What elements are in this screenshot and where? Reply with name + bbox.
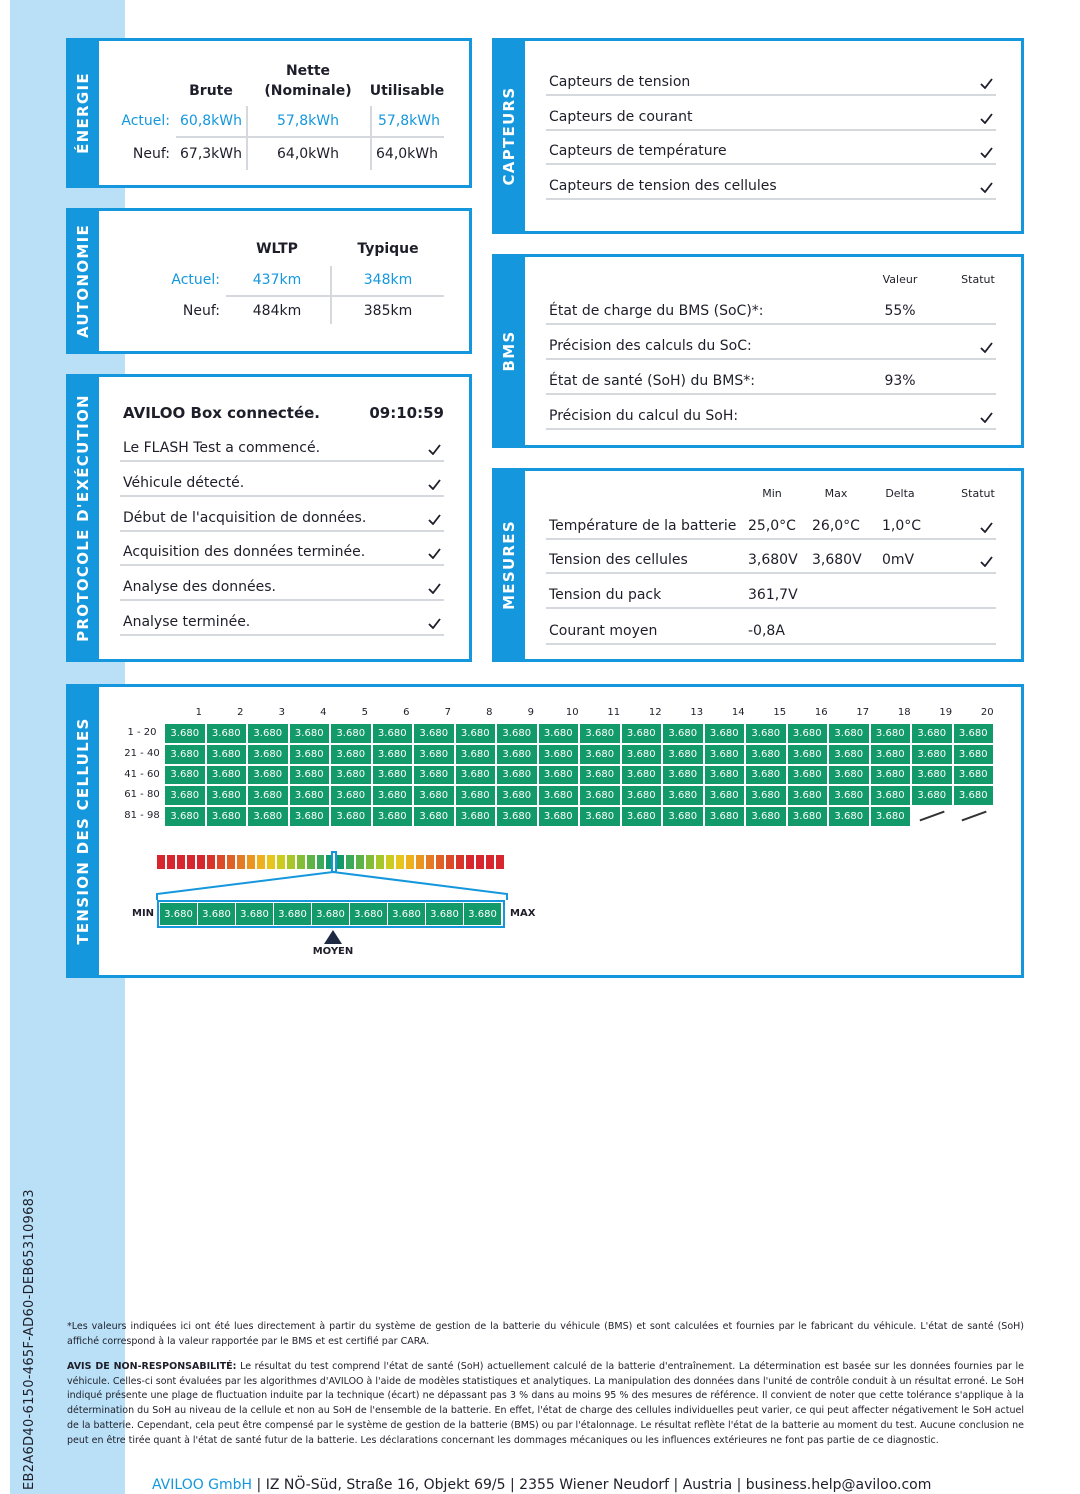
gradient-segment [396, 855, 406, 869]
measure-delta: 1,0°C [882, 518, 922, 534]
gradient-segment [237, 855, 247, 869]
range-divider [226, 295, 444, 297]
cell-voltage: 3.680 [538, 765, 580, 786]
gradient-segment [227, 855, 237, 869]
cell-column-number: 14 [731, 707, 745, 718]
bms-divider [546, 393, 996, 395]
cell-column-number: 16 [814, 707, 828, 718]
gradient-segment [456, 855, 466, 869]
cell-voltage: 3.680 [870, 723, 912, 744]
measures-tab: MESURES [492, 468, 525, 662]
gradient-segment [466, 855, 476, 869]
cell-voltage: 3.680 [828, 785, 870, 806]
cell-column-number: 4 [320, 707, 327, 718]
measure-min: 25,0°C [748, 518, 796, 534]
footnote: *Les valeurs indiquées ici ont été lues directement à partir du système de gestion de la batterie du véhicule (BMS) et sont calculées et fournies par le fabricant du véhicule. L'état de santé (SoH) affiché correspond à la valeur rapportée par le BMS et est certifié par CARA. [67, 1321, 1024, 1347]
zoom-cell: 3.680 [350, 903, 388, 925]
cell-voltage: 3.680 [496, 765, 538, 786]
gradient-segment [346, 855, 356, 869]
gradient-segment [496, 855, 506, 869]
gradient-segment [197, 855, 207, 869]
cell-voltage: 3.680 [787, 806, 829, 827]
cell-voltage: 3.680 [206, 785, 248, 806]
cell-voltage: 3.680 [579, 785, 621, 806]
sensor-item: Capteurs de température [549, 143, 727, 159]
check-icon [428, 479, 441, 490]
cell-column-number: 12 [648, 707, 662, 718]
cell-voltage: 3.680 [413, 765, 455, 786]
cell-voltage: 3.680 [621, 744, 663, 765]
measures-col-max: Max [824, 487, 848, 500]
gradient-segment [287, 855, 297, 869]
zoom-min-label: MIN [132, 908, 155, 919]
cell-voltage: 3.680 [164, 806, 206, 827]
cell-voltage: 3.680 [704, 723, 746, 744]
sensors-tab: CAPTEURS [492, 38, 525, 234]
measure-label: Tension des cellules [549, 552, 688, 568]
cell-column-number: 11 [607, 707, 621, 718]
gradient-segment [476, 855, 486, 869]
cell-voltage: 3.680 [662, 785, 704, 806]
bms-col-status: Statut [961, 273, 995, 286]
cell-voltage: 3.680 [953, 744, 995, 765]
protocol-divider [120, 530, 444, 532]
bms-value: 55% [884, 303, 916, 319]
cell-voltage: 3.680 [164, 744, 206, 765]
disclaimer [67, 1360, 1024, 1448]
cell-voltage: 3.680 [870, 765, 912, 786]
cell-voltage: 3.680 [247, 723, 289, 744]
measure-label: Courant moyen [549, 623, 658, 639]
cell-voltage: 3.680 [662, 806, 704, 827]
range-col-wltp: WLTP [256, 241, 298, 257]
cell-voltage: 3.680 [330, 744, 372, 765]
cell-voltage: 3.680 [911, 765, 953, 786]
gradient-segment [167, 855, 177, 869]
cell-voltage: 3.680 [455, 765, 497, 786]
cell-voltage: 3.680 [289, 806, 331, 827]
protocol-title: AVILOO Box connectée. [123, 404, 320, 422]
cell-voltage: 3.680 [621, 806, 663, 827]
gradient-segment [247, 855, 257, 869]
gradient-segment [277, 855, 287, 869]
cell-voltage: 3.680 [289, 723, 331, 744]
energy-vdivider [370, 106, 372, 170]
company-name: AVILOO GmbH [152, 1477, 253, 1493]
cell-voltage: 3.680 [206, 723, 248, 744]
cell-voltage: 3.680 [662, 765, 704, 786]
protocol-divider [120, 599, 444, 601]
cell-voltage: 3.680 [372, 723, 414, 744]
measure-divider [546, 607, 996, 609]
range-new-label: Neuf: [182, 303, 220, 319]
gradient-segment [416, 855, 426, 869]
check-icon [980, 113, 993, 124]
cell-voltage: 3.680 [704, 785, 746, 806]
cell-column-number: 3 [278, 707, 285, 718]
check-icon [980, 342, 993, 353]
cell-voltage: 3.680 [745, 723, 787, 744]
cell-column-number: 8 [486, 707, 493, 718]
cell-voltage: 3.680 [579, 744, 621, 765]
range-current-label: Actuel: [171, 272, 220, 288]
cell-voltage: 3.680 [289, 785, 331, 806]
cell-voltage: 3.680 [745, 744, 787, 765]
protocol-step: Le FLASH Test a commencé. [123, 440, 321, 456]
cell-voltage: 3.680 [745, 785, 787, 806]
sensor-item: Capteurs de tension des cellules [549, 177, 777, 194]
range-current-typique: 348km [363, 272, 413, 288]
energy-current-nette: 57,8kWh [277, 113, 339, 129]
cell-voltage: 3.680 [704, 744, 746, 765]
cell-voltage: 3.680 [704, 765, 746, 786]
gradient-segment [307, 855, 317, 869]
cell-voltage: 3.680 [413, 806, 455, 827]
zoom-cell: 3.680 [388, 903, 426, 925]
check-icon [980, 147, 993, 158]
gradient-segment [297, 855, 307, 869]
cell-voltage: 3.680 [953, 765, 995, 786]
gradient-segment [356, 855, 366, 869]
cell-voltage: 3.680 [662, 744, 704, 765]
energy-col-nette: Nette [285, 63, 331, 79]
measure-max: 3,680V [812, 552, 862, 568]
measure-label: Température de la batterie [549, 518, 737, 534]
gradient-segment [267, 855, 277, 869]
cell-voltage: 3.680 [579, 765, 621, 786]
disclaimer-text: Le résultat du test comprend l'état de santé (SoH) actuellement calculé de la batterie d'entraînement. La détermination est basée sur les données fournies par le véhicule. Celles-ci sont évaluées par les algorithmes d'AVILOO à l'aide de modèles statistiques et analytiques. La manipulation des données dans l'unité de contrôle conduit à un résultat erroné. Le SoH indiqué présente une plage de fluctuation induite par la technique (écart) ne dépassant pas 3 % dans au moins 95 % des mesures de référence. Il convient de noter que cette tolérance s'applique à la détermination du SoH au niveau de la cellule et non au SoH de l'ensemble de la batterie. En effet, l'état de charge des cellules individuelles peut varier, ce qui peut affecter négativement le SoH actuel de la batterie. Cependant, cela peut être compensé par le système de gestion de la batterie (BMS) ou par l'étalonnage. Le résultat reflète l'état de la batterie au moment du test. Aucune conclusion ne peut en être tirée quant à l'état de santé futur de la batterie. Les déclarations concernant les dommages mécaniques ou les influences extérieures ne font pas partie de ce diagnostic. [67, 1361, 1024, 1446]
measure-divider [546, 538, 996, 540]
cell-voltage: 3.680 [621, 765, 663, 786]
energy-divider [176, 136, 444, 138]
cell-column-number: 7 [444, 707, 451, 718]
cell-voltage: 3.680 [206, 744, 248, 765]
measures-col-delta: Delta [885, 487, 915, 500]
cell-voltage: 3.680 [579, 723, 621, 744]
cell-column-number: 17 [856, 707, 870, 718]
sensor-divider [546, 163, 996, 165]
cell-column-number: 6 [403, 707, 410, 718]
cell-column-number: 13 [690, 707, 704, 718]
sensor-item: Capteurs de tension [549, 74, 691, 90]
gradient-segment [406, 855, 416, 869]
zoom-max-label: MAX [510, 908, 536, 919]
cell-voltage: 3.680 [870, 785, 912, 806]
cell-row-label: 41 - 60 [124, 768, 160, 780]
energy-new-nette: 64,0kWh [277, 146, 339, 162]
energy-new-utilisable: 64,0kWh [376, 146, 438, 162]
energy-col-utilisable: Utilisable [369, 83, 445, 99]
average-marker-icon [323, 929, 343, 945]
cell-voltage: 3.680 [372, 785, 414, 806]
empty-cell-slash [953, 806, 995, 827]
cell-voltage: 3.680 [455, 744, 497, 765]
measure-min: 361,7V [748, 587, 798, 603]
cell-voltage: 3.680 [164, 765, 206, 786]
cell-voltage: 3.680 [704, 806, 746, 827]
cell-voltage: 3.680 [372, 744, 414, 765]
cell-voltage: 3.680 [745, 806, 787, 827]
cell-voltage: 3.680 [496, 785, 538, 806]
bms-col-value: Valeur [882, 273, 918, 286]
average-label: MOYEN [312, 946, 354, 957]
cell-voltage: 3.680 [164, 723, 206, 744]
cell-voltage: 3.680 [787, 723, 829, 744]
cell-voltage: 3.680 [787, 765, 829, 786]
gradient-segment [436, 855, 446, 869]
gradient-segment [376, 855, 386, 869]
gradient-segment [386, 855, 396, 869]
cell-voltage: 3.680 [787, 785, 829, 806]
cell-voltage: 3.680 [870, 806, 912, 827]
zoom-strip [157, 900, 505, 928]
measures-col-status: Statut [961, 487, 995, 500]
cell-column-number: 19 [939, 707, 953, 718]
cell-voltage: 3.680 [538, 806, 580, 827]
cell-voltage: 3.680 [953, 723, 995, 744]
check-icon [980, 182, 993, 193]
cell-voltage: 3.680 [745, 765, 787, 786]
cell-voltage-grid [164, 723, 994, 827]
cell-voltage: 3.680 [330, 723, 372, 744]
energy-new-label: Neuf: [132, 146, 170, 162]
bms-divider [546, 358, 996, 360]
cell-voltage: 3.680 [662, 723, 704, 744]
energy-tab: ÉNERGIE [66, 38, 99, 188]
cell-voltage: 3.680 [621, 723, 663, 744]
bms-tab: BMS [492, 254, 525, 448]
protocol-tab: PROTOCOLE D'EXÉCUTION [66, 374, 99, 662]
cell-voltage: 3.680 [413, 723, 455, 744]
zoom-cell: 3.680 [198, 903, 236, 925]
zoom-connector [155, 868, 509, 902]
measure-min: -0,8A [748, 623, 785, 639]
measure-min: 3,680V [748, 552, 798, 568]
cell-voltage: 3.680 [413, 785, 455, 806]
protocol-step: Acquisition des données terminée. [123, 544, 366, 561]
zoom-cell: 3.680 [312, 903, 350, 925]
cell-column-number: 5 [361, 707, 368, 718]
measure-divider [546, 643, 996, 645]
cell-voltage: 3.680 [330, 785, 372, 806]
cell-voltage: 3.680 [621, 785, 663, 806]
cell-voltage: 3.680 [579, 806, 621, 827]
cell-voltage: 3.680 [330, 765, 372, 786]
protocol-divider [120, 460, 444, 462]
measure-max: 26,0°C [812, 518, 860, 534]
company-address [152, 1477, 931, 1493]
protocol-time: 09:10:59 [369, 404, 444, 422]
disclaimer-title: AVIS DE NON-RESPONSABILITÉ: [67, 1361, 237, 1372]
cell-voltage: 3.680 [828, 744, 870, 765]
check-icon [428, 583, 441, 594]
bms-label: État de charge du BMS (SoC)*: [549, 303, 764, 319]
cell-column-number: 18 [897, 707, 911, 718]
measure-label: Tension du pack [549, 587, 662, 603]
range-current-wltp: 437km [252, 272, 302, 288]
cell-voltage: 3.680 [870, 744, 912, 765]
cell-column-number: 20 [980, 707, 994, 718]
energy-current-utilisable: 57,8kWh [378, 113, 440, 129]
range-new-wltp: 484km [252, 303, 302, 319]
protocol-step: Début de l'acquisition de données. [123, 509, 367, 526]
zoom-cell: 3.680 [464, 903, 502, 925]
protocol-divider [120, 564, 444, 566]
cell-voltage: 3.680 [247, 765, 289, 786]
bms-divider [546, 323, 996, 325]
energy-current-label: Actuel: [121, 113, 170, 129]
cell-voltage: 3.680 [496, 744, 538, 765]
cell-voltage: 3.680 [455, 785, 497, 806]
document-id: EB2A6D40-6150-465F-AD60-DEB653109683 [22, 1189, 37, 1490]
zoom-cell: 3.680 [274, 903, 312, 925]
gradient-segment [317, 855, 327, 869]
gradient-segment [336, 855, 346, 869]
energy-vdivider [246, 106, 248, 170]
cell-voltage: 3.680 [953, 785, 995, 806]
gradient-segment [177, 855, 187, 869]
cell-voltage: 3.680 [911, 785, 953, 806]
cell-voltage: 3.680 [911, 723, 953, 744]
cell-voltage: 3.680 [413, 744, 455, 765]
cell-voltage: 3.680 [538, 723, 580, 744]
cell-row-label: 21 - 40 [124, 747, 160, 759]
cell-voltage: 3.680 [538, 785, 580, 806]
cell-voltage: 3.680 [247, 744, 289, 765]
sensors-panel [492, 38, 1024, 234]
protocol-divider [120, 495, 444, 497]
cell-voltage: 3.680 [289, 744, 331, 765]
cell-column-number: 1 [195, 707, 202, 718]
gradient-segment [257, 855, 267, 869]
energy-current-brute: 60,8kWh [180, 113, 242, 129]
bms-label: Précision du calcul du SoH: [549, 408, 739, 424]
range-tab: AUTONOMIE [66, 208, 99, 354]
zoom-cell: 3.680 [160, 903, 198, 925]
sensor-divider [546, 198, 996, 200]
zoom-cell: 3.680 [426, 903, 464, 925]
cell-voltage: 3.680 [496, 723, 538, 744]
cell-voltage: 3.680 [455, 723, 497, 744]
cell-column-number: 9 [527, 707, 534, 718]
gradient-segment [446, 855, 456, 869]
address-text: | IZ NÖ-Süd, Straße 16, Objekt 69/5 | 2355 Wiener Neudorf | Austria | business.help@aviloo.com [252, 1477, 932, 1493]
range-new-typique: 385km [363, 303, 413, 319]
cell-voltage: 3.680 [206, 765, 248, 786]
cell-voltage: 3.680 [455, 806, 497, 827]
zoom-cell: 3.680 [236, 903, 274, 925]
check-icon [980, 522, 993, 533]
sensor-divider [546, 94, 996, 96]
cell-voltage: 3.680 [496, 806, 538, 827]
check-icon [428, 444, 441, 455]
cell-voltage: 3.680 [787, 744, 829, 765]
protocol-divider [120, 634, 444, 636]
cell-row-label: 1 - 20 [127, 727, 157, 738]
gradient-segment [207, 855, 217, 869]
gradient-segment [426, 855, 436, 869]
cell-row-label: 61 - 80 [124, 789, 160, 801]
sensor-item: Capteurs de courant [549, 108, 693, 125]
cell-voltage: 3.680 [828, 765, 870, 786]
measures-col-min: Min [762, 487, 782, 500]
cell-voltage: 3.680 [164, 785, 206, 806]
energy-col-brute: Brute [189, 83, 233, 99]
gradient-segment [187, 855, 197, 869]
check-icon [428, 548, 441, 559]
bms-divider [546, 428, 996, 430]
empty-cell-slash [911, 806, 953, 827]
check-icon [980, 556, 993, 567]
protocol-step: Véhicule détecté. [123, 474, 245, 491]
cell-row-label: 81 - 98 [124, 810, 160, 821]
gradient-segment [157, 855, 167, 869]
gradient-segment [217, 855, 227, 869]
range-vdivider [330, 266, 332, 324]
cell-column-number: 10 [565, 707, 579, 718]
bms-label: État de santé (SoH) du BMS*: [549, 373, 755, 389]
protocol-step: Analyse des données. [123, 579, 276, 596]
check-icon [980, 412, 993, 423]
cell-voltage: 3.680 [828, 806, 870, 827]
cell-voltage: 3.680 [372, 765, 414, 786]
cell-voltage: 3.680 [538, 744, 580, 765]
check-icon [428, 514, 441, 525]
cell-voltage: 3.680 [247, 806, 289, 827]
sensor-divider [546, 129, 996, 131]
measure-delta: 0mV [882, 552, 915, 568]
cells-tab: TENSION DES CELLULES [66, 684, 99, 978]
cell-voltage: 3.680 [911, 744, 953, 765]
bms-value: 93% [884, 373, 916, 389]
gradient-segment [486, 855, 496, 869]
energy-col-nominale: (Nominale) [264, 83, 352, 99]
gradient-segment [366, 855, 376, 869]
protocol-step: Analyse terminée. [123, 614, 251, 630]
cell-column-number: 2 [237, 707, 244, 718]
check-icon [980, 78, 993, 89]
cell-voltage: 3.680 [247, 785, 289, 806]
bms-label: Précision des calculs du SoC: [549, 338, 752, 354]
range-col-typique: Typique [357, 241, 419, 257]
check-icon [428, 618, 441, 629]
cell-voltage: 3.680 [372, 806, 414, 827]
cell-voltage: 3.680 [206, 806, 248, 827]
cell-voltage: 3.680 [828, 723, 870, 744]
cell-voltage: 3.680 [289, 765, 331, 786]
energy-new-brute: 67,3kWh [180, 146, 242, 162]
cell-voltage: 3.680 [330, 806, 372, 827]
measure-divider [546, 572, 996, 574]
cell-column-number: 15 [773, 707, 787, 718]
